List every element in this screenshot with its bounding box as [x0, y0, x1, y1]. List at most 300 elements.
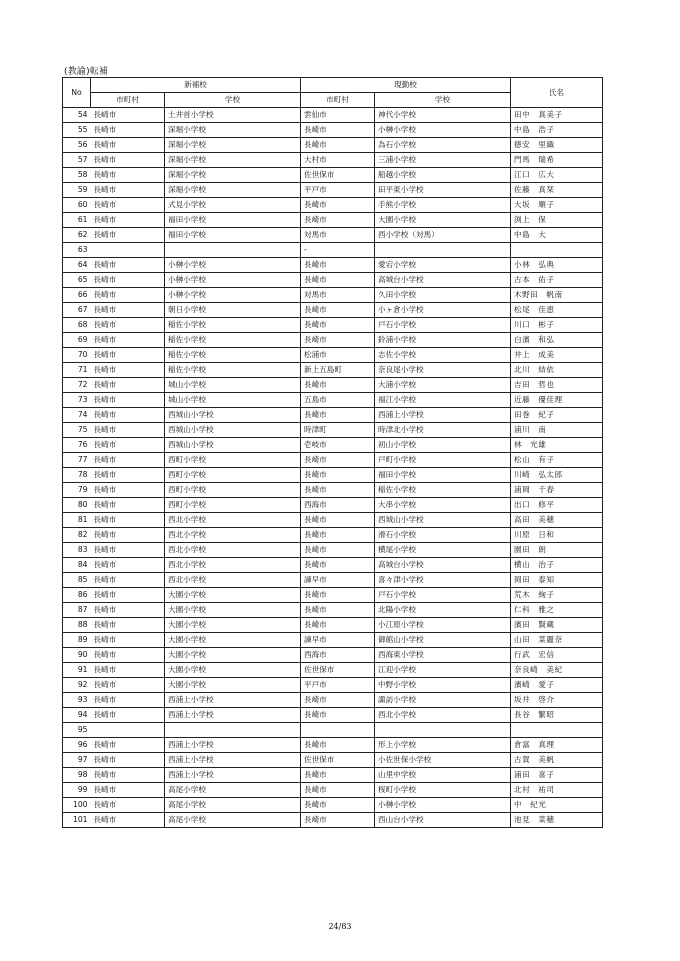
table-row — [63, 348, 603, 363]
row-number: 60 — [63, 198, 91, 213]
new-municipality-cell: 長崎市 — [91, 573, 165, 588]
current-municipality-cell: 長崎市 — [301, 603, 375, 618]
new-school-cell: 稲佐小学校 — [165, 318, 301, 333]
current-school-cell — [375, 723, 511, 738]
current-school-cell: 志佐小学校 — [375, 348, 511, 363]
teacher-name-cell: 行武 宏信 — [511, 648, 603, 663]
new-municipality-cell: 長崎市 — [91, 408, 165, 423]
row-number: 80 — [63, 498, 91, 513]
new-municipality-cell: 長崎市 — [91, 348, 165, 363]
current-school-cell: 田平東小学校 — [375, 183, 511, 198]
teacher-name-cell: 浦川 南 — [511, 423, 603, 438]
teacher-name-cell: 岡田 泰知 — [511, 573, 603, 588]
current-municipality-cell: 長崎市 — [301, 303, 375, 318]
new-school-cell: 大園小学校 — [165, 588, 301, 603]
current-municipality-cell: 長崎市 — [301, 123, 375, 138]
teacher-name-cell: 中 紀光 — [511, 798, 603, 813]
row-number: 58 — [63, 168, 91, 183]
table-row — [63, 243, 603, 258]
new-municipality-cell: 長崎市 — [91, 528, 165, 543]
current-municipality-cell: 長崎市 — [301, 408, 375, 423]
new-municipality-cell: 長崎市 — [91, 813, 165, 828]
table-row — [63, 288, 603, 303]
current-municipality-cell: 長崎市 — [301, 813, 375, 828]
table-row — [63, 213, 603, 228]
teacher-name-cell: 園田 朗 — [511, 543, 603, 558]
current-municipality-cell: 佐世保市 — [301, 753, 375, 768]
teacher-name-cell: 田中 真美子 — [511, 108, 603, 123]
current-school-cell: 大園小学校 — [375, 213, 511, 228]
current-municipality-cell: 長崎市 — [301, 333, 375, 348]
table-row — [63, 768, 603, 783]
new-school-cell: 西城山小学校 — [165, 423, 301, 438]
teacher-name-cell: 井上 成美 — [511, 348, 603, 363]
new-municipality-cell: 長崎市 — [91, 318, 165, 333]
new-school-cell: 大園小学校 — [165, 678, 301, 693]
new-school-cell: 深堀小学校 — [165, 183, 301, 198]
teacher-name-cell: 北川 結依 — [511, 363, 603, 378]
current-municipality-cell: 佐世保市 — [301, 168, 375, 183]
current-municipality-cell: 長崎市 — [301, 798, 375, 813]
current-school-cell: 中野小学校 — [375, 678, 511, 693]
new-school-cell: 高尾小学校 — [165, 813, 301, 828]
header-new-school: 学校 — [165, 93, 301, 108]
table-row — [63, 303, 603, 318]
new-municipality-cell: 長崎市 — [91, 603, 165, 618]
teacher-name-cell: 田巻 紀子 — [511, 408, 603, 423]
new-municipality-cell: 長崎市 — [91, 783, 165, 798]
row-number: 95 — [63, 723, 91, 738]
current-municipality-cell: 新上五島町 — [301, 363, 375, 378]
current-school-cell: 戸石小学校 — [375, 588, 511, 603]
teacher-name-cell: 松尾 佳恵 — [511, 303, 603, 318]
row-number: 96 — [63, 738, 91, 753]
current-municipality-cell: 長崎市 — [301, 378, 375, 393]
current-school-cell: 横尾小学校 — [375, 543, 511, 558]
row-number: 70 — [63, 348, 91, 363]
new-municipality-cell: 長崎市 — [91, 708, 165, 723]
table-row — [63, 753, 603, 768]
current-school-cell: 三浦小学校 — [375, 153, 511, 168]
table-row — [63, 453, 603, 468]
new-school-cell — [165, 243, 301, 258]
header-no: No — [63, 78, 91, 108]
table-row — [63, 513, 603, 528]
row-number: 65 — [63, 273, 91, 288]
teacher-name-cell: 中島 大 — [511, 228, 603, 243]
current-school-cell: 船越小学校 — [375, 168, 511, 183]
current-school-cell: 戸石小学校 — [375, 318, 511, 333]
new-municipality-cell: 長崎市 — [91, 753, 165, 768]
header-new-school-group: 新補校 — [91, 78, 301, 93]
teacher-name-cell: 倉富 真理 — [511, 738, 603, 753]
table-row — [63, 333, 603, 348]
teacher-name-cell: 長谷 繁昭 — [511, 708, 603, 723]
teacher-name-cell: 横山 治子 — [511, 558, 603, 573]
page-number: 24/83 — [328, 922, 352, 931]
teacher-name-cell: 中島 浩子 — [511, 123, 603, 138]
current-municipality-cell: 松浦市 — [301, 348, 375, 363]
table-row — [63, 693, 603, 708]
row-number: 54 — [63, 108, 91, 123]
current-school-cell — [375, 243, 511, 258]
table-row — [63, 558, 603, 573]
row-number: 84 — [63, 558, 91, 573]
new-municipality-cell: 長崎市 — [91, 798, 165, 813]
row-number: 67 — [63, 303, 91, 318]
current-school-cell: 神代小学校 — [375, 108, 511, 123]
new-school-cell: 西町小学校 — [165, 453, 301, 468]
teacher-name-cell: 大坂 順子 — [511, 198, 603, 213]
row-number: 74 — [63, 408, 91, 423]
new-school-cell: 西浦上小学校 — [165, 768, 301, 783]
teacher-name-cell: 古本 佑子 — [511, 273, 603, 288]
new-municipality-cell: 長崎市 — [91, 228, 165, 243]
row-number: 79 — [63, 483, 91, 498]
teacher-name-cell: 川口 彬子 — [511, 318, 603, 333]
row-number: 77 — [63, 453, 91, 468]
row-number: 85 — [63, 573, 91, 588]
current-municipality-cell: 諫早市 — [301, 633, 375, 648]
table-row — [63, 153, 603, 168]
current-school-cell: 時津北小学校 — [375, 423, 511, 438]
current-school-cell: 山里中学校 — [375, 768, 511, 783]
new-school-cell: 小榊小学校 — [165, 273, 301, 288]
teacher-name-cell: 仁科 雅之 — [511, 603, 603, 618]
row-number: 99 — [63, 783, 91, 798]
new-municipality-cell: 長崎市 — [91, 738, 165, 753]
teacher-name-cell: 奈良崎 美紀 — [511, 663, 603, 678]
row-number: 76 — [63, 438, 91, 453]
teacher-name-cell — [511, 723, 603, 738]
table-row — [63, 393, 603, 408]
new-school-cell: 西北小学校 — [165, 558, 301, 573]
new-school-cell: 城山小学校 — [165, 378, 301, 393]
row-number: 61 — [63, 213, 91, 228]
teacher-name-cell: 池見 菜穂 — [511, 813, 603, 828]
teacher-name-cell: 濱崎 愛子 — [511, 678, 603, 693]
row-number: 97 — [63, 753, 91, 768]
table-row — [63, 573, 603, 588]
table-row — [63, 498, 603, 513]
table-row — [63, 648, 603, 663]
new-municipality-cell: 長崎市 — [91, 333, 165, 348]
new-school-cell: 西城山小学校 — [165, 438, 301, 453]
current-municipality-cell: 長崎市 — [301, 483, 375, 498]
row-number: 89 — [63, 633, 91, 648]
new-municipality-cell: 長崎市 — [91, 618, 165, 633]
row-number: 59 — [63, 183, 91, 198]
table-row — [63, 423, 603, 438]
transfer-table — [62, 77, 603, 828]
row-number: 101 — [63, 813, 91, 828]
row-number: 81 — [63, 513, 91, 528]
new-municipality-cell: 長崎市 — [91, 468, 165, 483]
new-school-cell: 土井首小学校 — [165, 108, 301, 123]
new-municipality-cell: 長崎市 — [91, 648, 165, 663]
current-municipality-cell: 大村市 — [301, 153, 375, 168]
current-school-cell: 形上小学校 — [375, 738, 511, 753]
new-municipality-cell: 長崎市 — [91, 273, 165, 288]
current-school-cell: 江迎小学校 — [375, 663, 511, 678]
new-school-cell: 西北小学校 — [165, 513, 301, 528]
current-municipality-cell: 長崎市 — [301, 543, 375, 558]
new-school-cell: 深堀小学校 — [165, 168, 301, 183]
new-school-cell: 小榊小学校 — [165, 288, 301, 303]
current-school-cell: 西山台小学校 — [375, 813, 511, 828]
current-municipality-cell: 長崎市 — [301, 468, 375, 483]
current-school-cell: 高城台小学校 — [375, 273, 511, 288]
current-municipality-cell: - — [301, 243, 375, 258]
current-school-cell: 久田小学校 — [375, 288, 511, 303]
current-school-cell: 初山小学校 — [375, 438, 511, 453]
new-school-cell: 式見小学校 — [165, 198, 301, 213]
row-number: 64 — [63, 258, 91, 273]
current-school-cell: 小江原小学校 — [375, 618, 511, 633]
table-row — [63, 588, 603, 603]
current-school-cell: 大浦小学校 — [375, 378, 511, 393]
new-school-cell: 大園小学校 — [165, 663, 301, 678]
table-row — [63, 723, 603, 738]
teacher-name-cell: 川崎 弘太郎 — [511, 468, 603, 483]
new-municipality-cell: 長崎市 — [91, 288, 165, 303]
row-number: 71 — [63, 363, 91, 378]
current-municipality-cell: 長崎市 — [301, 453, 375, 468]
teacher-name-cell: 濱田 賢蔵 — [511, 618, 603, 633]
current-municipality-cell: 佐世保市 — [301, 663, 375, 678]
new-municipality-cell: 長崎市 — [91, 558, 165, 573]
row-number: 78 — [63, 468, 91, 483]
new-municipality-cell: 長崎市 — [91, 678, 165, 693]
new-school-cell: 西北小学校 — [165, 573, 301, 588]
current-municipality-cell: 五島市 — [301, 393, 375, 408]
row-number: 90 — [63, 648, 91, 663]
current-municipality-cell: 長崎市 — [301, 213, 375, 228]
new-municipality-cell: 長崎市 — [91, 153, 165, 168]
current-municipality-cell: 平戸市 — [301, 183, 375, 198]
new-school-cell: 西町小学校 — [165, 468, 301, 483]
new-municipality-cell: 長崎市 — [91, 483, 165, 498]
new-school-cell: 稲佐小学校 — [165, 363, 301, 378]
current-municipality-cell — [301, 723, 375, 738]
current-municipality-cell: 長崎市 — [301, 138, 375, 153]
new-municipality-cell: 長崎市 — [91, 123, 165, 138]
current-municipality-cell: 長崎市 — [301, 618, 375, 633]
new-school-cell: 深堀小学校 — [165, 138, 301, 153]
current-municipality-cell: 壱岐市 — [301, 438, 375, 453]
current-school-cell: 小榊小学校 — [375, 123, 511, 138]
current-school-cell: 鈴浦小学校 — [375, 333, 511, 348]
current-municipality-cell: 長崎市 — [301, 273, 375, 288]
table-row — [63, 813, 603, 828]
teacher-name-cell: 佐藤 真栞 — [511, 183, 603, 198]
current-municipality-cell: 雲仙市 — [301, 108, 375, 123]
current-school-cell: 諏訪小学校 — [375, 693, 511, 708]
current-municipality-cell: 長崎市 — [301, 258, 375, 273]
row-number: 86 — [63, 588, 91, 603]
table-row — [63, 543, 603, 558]
new-school-cell: 西町小学校 — [165, 498, 301, 513]
new-municipality-cell: 長崎市 — [91, 633, 165, 648]
table-row — [63, 273, 603, 288]
current-school-cell: 福田小学校 — [375, 468, 511, 483]
new-municipality-cell: 長崎市 — [91, 663, 165, 678]
new-school-cell: 福田小学校 — [165, 213, 301, 228]
row-number: 63 — [63, 243, 91, 258]
table-row — [63, 708, 603, 723]
row-number: 82 — [63, 528, 91, 543]
row-number: 88 — [63, 618, 91, 633]
current-municipality-cell: 平戸市 — [301, 678, 375, 693]
teacher-name-cell: 江口 広大 — [511, 168, 603, 183]
current-municipality-cell: 長崎市 — [301, 198, 375, 213]
current-school-cell: 大串小学校 — [375, 498, 511, 513]
new-municipality-cell: 長崎市 — [91, 363, 165, 378]
table-row — [63, 633, 603, 648]
table-row — [63, 678, 603, 693]
new-school-cell — [165, 723, 301, 738]
teacher-name-cell: 山田 菜麗奈 — [511, 633, 603, 648]
new-school-cell: 深堀小学校 — [165, 123, 301, 138]
teacher-name-cell: 徳安 里織 — [511, 138, 603, 153]
current-municipality-cell: 対馬市 — [301, 228, 375, 243]
current-municipality-cell: 長崎市 — [301, 528, 375, 543]
new-municipality-cell: 長崎市 — [91, 393, 165, 408]
new-municipality-cell: 長崎市 — [91, 768, 165, 783]
teacher-name-cell: 林 光雄 — [511, 438, 603, 453]
current-school-cell: 御館山小学校 — [375, 633, 511, 648]
new-municipality-cell: 長崎市 — [91, 588, 165, 603]
current-school-cell: 西小学校（対馬） — [375, 228, 511, 243]
current-municipality-cell: 長崎市 — [301, 783, 375, 798]
header-current-school: 学校 — [375, 93, 511, 108]
current-school-cell: 稲佐小学校 — [375, 483, 511, 498]
new-municipality-cell: 長崎市 — [91, 303, 165, 318]
new-school-cell: 西北小学校 — [165, 528, 301, 543]
new-municipality-cell: 長崎市 — [91, 453, 165, 468]
current-school-cell: 為石小学校 — [375, 138, 511, 153]
row-number: 57 — [63, 153, 91, 168]
table-row — [63, 783, 603, 798]
current-municipality-cell: 長崎市 — [301, 318, 375, 333]
row-number: 73 — [63, 393, 91, 408]
new-school-cell: 大園小学校 — [165, 603, 301, 618]
row-number: 56 — [63, 138, 91, 153]
current-municipality-cell: 長崎市 — [301, 588, 375, 603]
table-row — [63, 603, 603, 618]
table-row — [63, 468, 603, 483]
teacher-name-cell: 浦田 喜子 — [511, 768, 603, 783]
row-number: 87 — [63, 603, 91, 618]
new-municipality-cell — [91, 243, 165, 258]
new-school-cell: 西町小学校 — [165, 483, 301, 498]
header-name: 氏名 — [511, 78, 603, 108]
row-number: 68 — [63, 318, 91, 333]
new-school-cell: 西城山小学校 — [165, 408, 301, 423]
new-school-cell: 城山小学校 — [165, 393, 301, 408]
row-number: 72 — [63, 378, 91, 393]
teacher-name-cell: 坂井 啓介 — [511, 693, 603, 708]
new-school-cell: 大園小学校 — [165, 633, 301, 648]
row-number: 93 — [63, 693, 91, 708]
teacher-name-cell: 木野田 帆南 — [511, 288, 603, 303]
row-number: 91 — [63, 663, 91, 678]
new-municipality-cell: 長崎市 — [91, 168, 165, 183]
table-row — [63, 528, 603, 543]
new-school-cell: 高尾小学校 — [165, 798, 301, 813]
table-row — [63, 138, 603, 153]
row-number: 69 — [63, 333, 91, 348]
teacher-name-cell: 松山 有子 — [511, 453, 603, 468]
new-school-cell: 高尾小学校 — [165, 783, 301, 798]
table-row — [63, 168, 603, 183]
current-school-cell: 愛宕小学校 — [375, 258, 511, 273]
row-number: 98 — [63, 768, 91, 783]
current-school-cell: 西浦上小学校 — [375, 408, 511, 423]
current-school-cell: 西北小学校 — [375, 708, 511, 723]
teacher-name-cell: 北村 祐司 — [511, 783, 603, 798]
teacher-name-cell: 近藤 優佳理 — [511, 393, 603, 408]
header-row-group — [63, 78, 603, 93]
current-municipality-cell: 西海市 — [301, 498, 375, 513]
new-school-cell: 大園小学校 — [165, 648, 301, 663]
teacher-name-cell: 古賀 美帆 — [511, 753, 603, 768]
new-school-cell: 西北小学校 — [165, 543, 301, 558]
header-current-municipality: 市町村 — [301, 93, 375, 108]
current-school-cell: 西海東小学校 — [375, 648, 511, 663]
current-school-cell: 小佐世保小学校 — [375, 753, 511, 768]
teacher-name-cell: 吉田 哲也 — [511, 378, 603, 393]
table-row — [63, 108, 603, 123]
current-municipality-cell: 長崎市 — [301, 738, 375, 753]
table-row — [63, 738, 603, 753]
new-municipality-cell: 長崎市 — [91, 213, 165, 228]
header-current-school-group: 現勤校 — [301, 78, 511, 93]
current-school-cell: 滑石小学校 — [375, 528, 511, 543]
new-school-cell: 西浦上小学校 — [165, 693, 301, 708]
table-row — [63, 663, 603, 678]
row-number: 92 — [63, 678, 91, 693]
new-municipality-cell: 長崎市 — [91, 513, 165, 528]
current-school-cell: 小榊小学校 — [375, 798, 511, 813]
current-municipality-cell: 長崎市 — [301, 558, 375, 573]
table-row — [63, 183, 603, 198]
current-municipality-cell: 対馬市 — [301, 288, 375, 303]
new-municipality-cell: 長崎市 — [91, 378, 165, 393]
new-school-cell: 福田小学校 — [165, 228, 301, 243]
row-number: 83 — [63, 543, 91, 558]
current-municipality-cell: 長崎市 — [301, 768, 375, 783]
new-municipality-cell — [91, 723, 165, 738]
teacher-name-cell: 高田 美穂 — [511, 513, 603, 528]
new-school-cell: 西浦上小学校 — [165, 753, 301, 768]
new-municipality-cell: 長崎市 — [91, 438, 165, 453]
current-school-cell: 小ヶ倉小学校 — [375, 303, 511, 318]
current-school-cell: 戸町小学校 — [375, 453, 511, 468]
table-row — [63, 198, 603, 213]
table-caption: (教諭)転補 — [64, 67, 109, 77]
table-row — [63, 318, 603, 333]
row-number: 100 — [63, 798, 91, 813]
current-school-cell: 福江小学校 — [375, 393, 511, 408]
current-municipality-cell: 長崎市 — [301, 708, 375, 723]
table-row — [63, 438, 603, 453]
current-school-cell: 喜々津小学校 — [375, 573, 511, 588]
current-municipality-cell: 長崎市 — [301, 693, 375, 708]
teacher-name-cell: 渕上 保 — [511, 213, 603, 228]
new-school-cell: 朝日小学校 — [165, 303, 301, 318]
row-number: 62 — [63, 228, 91, 243]
